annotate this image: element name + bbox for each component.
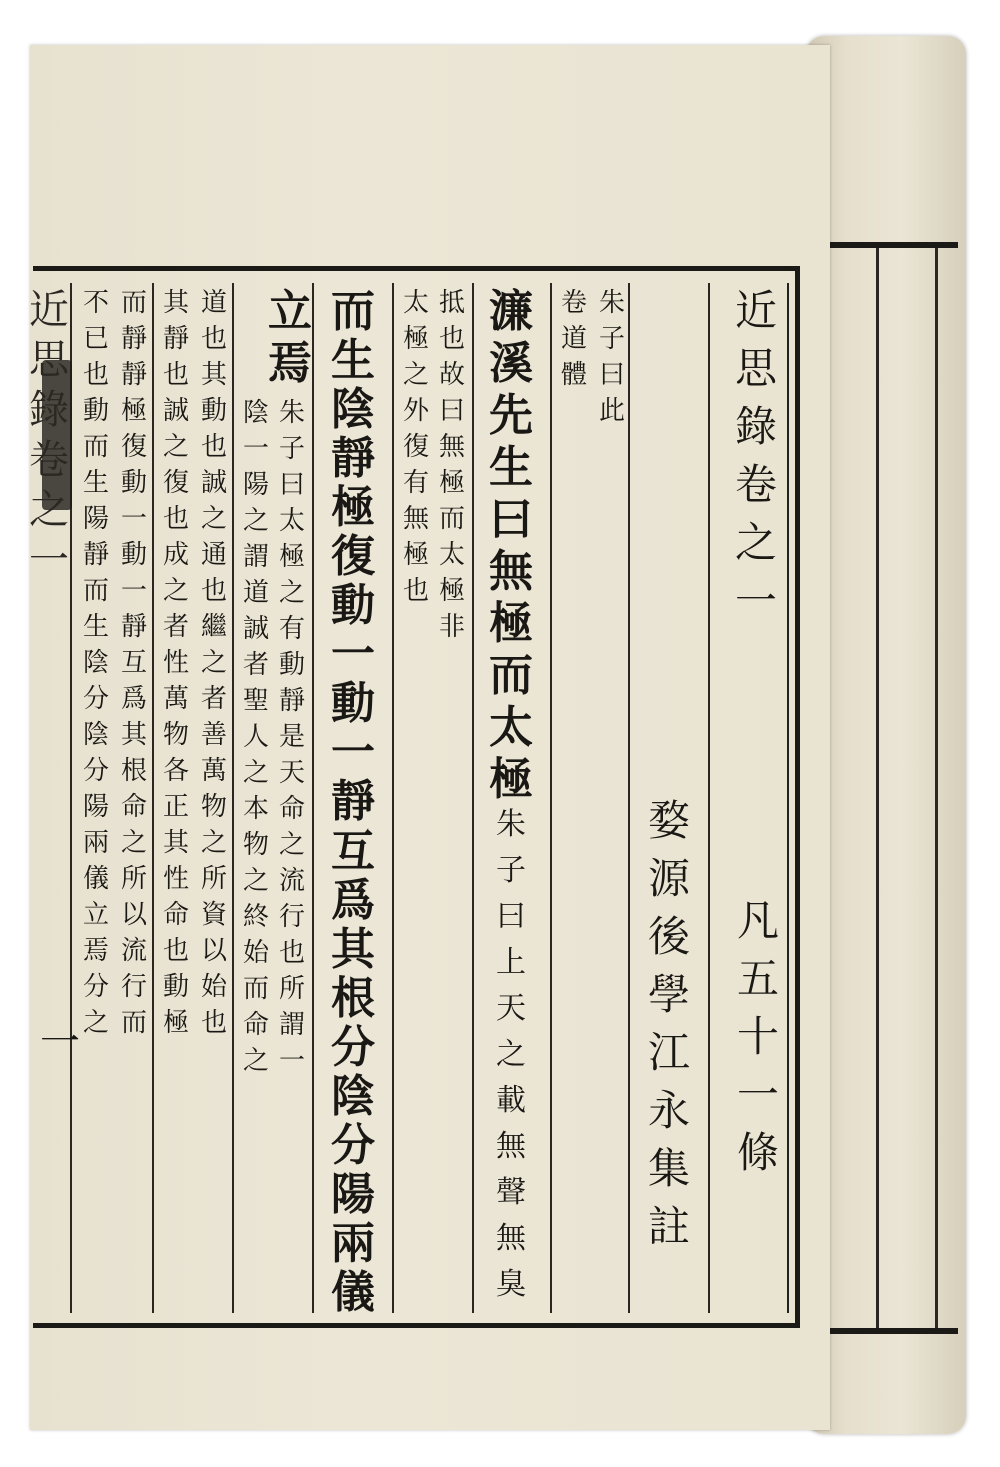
glyph: 已 [82,324,109,354]
glyph: 一 [734,576,777,625]
commentary-column-5a [194,290,234,1046]
glyph: 陰 [331,384,375,436]
glyph: 婺 [647,796,690,845]
column-rule [708,283,710,1313]
glyph: 動 [200,396,227,426]
glyph: 生 [331,335,375,387]
glyph: 註 [647,1202,690,1251]
glyph: 之 [82,1008,109,1038]
glyph: 其 [331,923,375,975]
glyph: 有 [278,614,305,644]
glyph: 濂 [489,286,533,337]
glyph: 子 [496,853,526,888]
glyph: 一 [278,1046,305,1076]
glyph: 一 [331,727,375,779]
glyph: 無 [402,504,429,534]
glyph: 也 [82,360,109,390]
glyph: 善 [200,720,227,750]
glyph: 分 [82,972,109,1002]
glyph: 陽 [242,470,269,500]
commentary-column-4b [236,400,276,1084]
glyph: 陽 [82,792,109,822]
glyph: 而 [120,288,147,318]
glyph: 之 [242,1046,269,1076]
glyph: 以 [200,936,227,966]
glyph: 之 [402,360,429,390]
glyph: 兩 [331,1217,375,1269]
glyph: 上 [496,945,526,980]
glyph: 之 [162,432,189,462]
glyph: 之 [278,830,305,860]
glyph: 曰 [489,494,533,545]
glyph: 生 [82,612,109,642]
glyph: 立 [268,286,312,337]
glyph: 溪 [489,338,533,389]
commentary-column-5b [156,290,196,1046]
glyph: 之 [242,866,269,896]
glyph: 曰 [438,396,465,426]
text-column-main-4 [262,286,318,394]
glyph: 而 [438,504,465,534]
glyph: 道 [560,324,587,354]
glyph: 一 [120,576,147,606]
glyph: 曰 [278,470,305,500]
commentary-column-4a [272,400,312,1084]
glyph: 陰 [82,648,109,678]
glyph: 其 [200,360,227,390]
glyph: 極 [331,482,375,534]
roll-border-bottom [818,1328,958,1334]
glyph: 是 [278,722,305,752]
glyph: 也 [162,936,189,966]
glyph: 此 [598,396,625,426]
glyph: 命 [162,900,189,930]
glyph: 天 [278,758,305,788]
glyph: 一 [120,504,147,534]
glyph: 復 [162,468,189,498]
glyph: 陽 [82,504,109,534]
glyph: 五 [736,954,779,1003]
glyph: 靜 [120,324,147,354]
glyph: 太 [438,540,465,570]
glyph: 也 [402,576,429,606]
glyph: 之 [200,828,227,858]
glyph: 之 [120,828,147,858]
glyph: 之 [200,504,227,534]
glyph: 曰 [496,899,526,934]
glyph: 靜 [331,433,375,485]
glyph: 有 [402,468,429,498]
glyph: 而 [489,650,533,701]
glyph: 陽 [331,1168,375,1220]
glyph: 資 [200,900,227,930]
glyph: 所 [120,864,147,894]
glyph: 無 [496,1129,526,1164]
glyph: 物 [200,792,227,822]
glyph: 所 [278,974,305,1004]
column-rule [392,283,394,1313]
glyph: 儀 [331,1266,375,1318]
glyph: 儀 [82,864,109,894]
glyph: 終 [242,902,269,932]
glyph: 之 [278,578,305,608]
glyph: 極 [162,1008,189,1038]
glyph: 思 [734,344,777,393]
glyph: 流 [120,936,147,966]
glyph: 極 [402,540,429,570]
glyph: 而 [120,1008,147,1038]
glyph: 生 [82,468,109,498]
glyph: 人 [242,722,269,752]
commentary-column-6b [76,290,116,1046]
glyph: 朱 [598,288,625,318]
glyph: 誠 [200,468,227,498]
glyph: 靜 [278,686,305,716]
glyph: 無 [496,1221,526,1256]
glyph: 之 [200,648,227,678]
glyph: 靜 [331,776,375,828]
glyph: 之 [242,506,269,536]
glyph: 根 [331,972,375,1024]
commentary-column-1b [396,290,436,614]
glyph: 聲 [496,1175,526,1210]
commentary-column-6a [114,290,154,1046]
glyph: 爲 [331,874,375,926]
glyph: 正 [162,792,189,822]
glyph: 性 [162,864,189,894]
book-title [724,286,788,638]
glyph: 聖 [242,686,269,716]
glyph: 也 [278,938,305,968]
roll-column-rule [935,248,938,1328]
column-rule [550,283,552,1313]
glyph: 外 [402,396,429,426]
glyph: 之 [242,758,269,788]
glyph: 行 [120,972,147,1002]
glyph: 各 [162,756,189,786]
glyph: 後 [647,912,690,961]
glyph: 通 [200,540,227,570]
column-rule [472,283,474,1313]
glyph: 本 [242,794,269,824]
glyph: 道 [200,288,227,318]
glyph: 抵 [438,288,465,318]
glyph: 思 [29,337,69,383]
glyph: 無 [489,546,533,597]
glyph: 卷 [734,460,777,509]
glyph: 性 [162,648,189,678]
glyph: 極 [278,542,305,572]
glyph: 動 [278,650,305,680]
glyph: 萬 [200,756,227,786]
glyph: 而 [242,974,269,1004]
glyph: 朱 [496,807,526,842]
annotator-credit [640,796,698,1264]
glyph: 極 [120,396,147,426]
glyph: 動 [120,540,147,570]
glyph: 集 [647,1144,690,1193]
glyph: 而 [331,286,375,337]
glyph: 靜 [82,540,109,570]
glyph: 分 [331,1119,375,1171]
glyph: 極 [438,468,465,498]
glyph: 命 [242,1010,269,1040]
glyph: 極 [489,598,533,649]
glyph: 立 [82,900,109,930]
text-column-main-3 [322,286,384,1320]
glyph: 分 [82,684,109,714]
glyph: 成 [162,540,189,570]
glyph: 太 [278,506,305,536]
glyph: 十 [736,1012,779,1061]
glyph: 物 [242,830,269,860]
glyph: 非 [438,612,465,642]
glyph: 近 [734,286,777,335]
glyph: 也 [200,1008,227,1038]
column-rule [312,283,314,1313]
glyph: 動 [331,580,375,632]
glyph: 謂 [242,542,269,572]
item-count [730,896,786,1190]
glyph: 動 [82,396,109,426]
glyph: 命 [278,794,305,824]
glyph: 復 [120,432,147,462]
glyph: 靜 [120,360,147,390]
glyph: 不 [82,288,109,318]
glyph: 一 [29,537,69,583]
glyph: 始 [200,972,227,1002]
glyph: 生 [489,442,533,493]
glyph: 萬 [162,684,189,714]
glyph: 卷 [560,288,587,318]
glyph: 學 [647,970,690,1019]
glyph: 極 [438,576,465,606]
glyph: 錄 [29,387,69,433]
glyph: 兩 [82,828,109,858]
glyph: 極 [402,324,429,354]
glyph: 始 [242,938,269,968]
glyph: 之 [496,1037,526,1072]
glyph: 分 [82,756,109,786]
glyph: 一 [242,434,269,464]
glyph: 也 [162,504,189,534]
glyph: 其 [120,720,147,750]
glyph: 臭 [496,1267,526,1302]
commentary-column-1a [432,290,472,650]
glyph: 故 [438,360,465,390]
glyph: 錄 [734,402,777,451]
glyph: 互 [120,648,147,678]
glyph: 之 [734,518,777,567]
glyph: 卷 [29,437,69,483]
glyph: 誠 [242,614,269,644]
glyph: 動 [331,678,375,730]
glyph: 所 [200,864,227,894]
glyph: 互 [331,825,375,877]
glyph: 者 [162,612,189,642]
glyph: 其 [162,828,189,858]
glyph: 也 [200,324,227,354]
glyph: 道 [242,578,269,608]
glyph: 其 [162,288,189,318]
glyph: 者 [200,684,227,714]
glyph: 焉 [268,338,312,389]
edge-title [29,287,69,590]
glyph: 動 [162,972,189,1002]
glyph: 也 [162,360,189,390]
glyph: 近 [29,287,69,333]
glyph: 源 [647,854,690,903]
glyph: 陰 [242,398,269,428]
glyph: 以 [120,900,147,930]
glyph: 之 [162,576,189,606]
glyph: 復 [331,531,375,583]
glyph: 物 [162,720,189,750]
glyph: 凡 [736,896,779,945]
glyph: 太 [402,288,429,318]
glyph: 極 [489,754,533,805]
glyph: 誠 [162,396,189,426]
glyph: 體 [560,360,587,390]
glyph: 命 [120,792,147,822]
column-rule [628,283,630,1313]
glyph: 太 [489,702,533,753]
glyph: 繼 [200,612,227,642]
glyph: 分 [331,1021,375,1073]
text-column-main-1 [480,286,542,1320]
roll-column-rule [876,248,879,1328]
glyph: 行 [278,902,305,932]
glyph: 條 [736,1128,779,1177]
glyph: 復 [402,432,429,462]
glyph: 也 [200,432,227,462]
glyph: 焉 [82,936,109,966]
glyph: 靜 [120,612,147,642]
glyph: 也 [200,576,227,606]
glyph: 陰 [82,720,109,750]
glyph: 陰 [331,1070,375,1122]
glyph: 動 [120,468,147,498]
glyph: 流 [278,866,305,896]
glyph: 曰 [598,360,625,390]
glyph: 靜 [162,324,189,354]
glyph: 永 [647,1086,690,1135]
chapter-note-right [594,290,630,434]
glyph: 之 [29,487,69,533]
glyph: 而 [82,432,109,462]
glyph: 根 [120,756,147,786]
glyph: 一 [736,1070,779,1119]
glyph: 一 [331,629,375,681]
glyph: 無 [438,432,465,462]
chapter-note-left [556,290,592,398]
page-number: 一 [40,1019,80,1065]
glyph: 謂 [278,1010,305,1040]
glyph: 也 [438,324,465,354]
glyph: 朱 [278,398,305,428]
glyph: 天 [496,991,526,1026]
glyph: 者 [242,650,269,680]
glyph: 子 [598,324,625,354]
glyph: 而 [82,576,109,606]
glyph: 先 [489,390,533,441]
glyph: 載 [496,1083,526,1118]
glyph: 子 [278,434,305,464]
glyph: 爲 [120,684,147,714]
glyph: 江 [647,1028,690,1077]
